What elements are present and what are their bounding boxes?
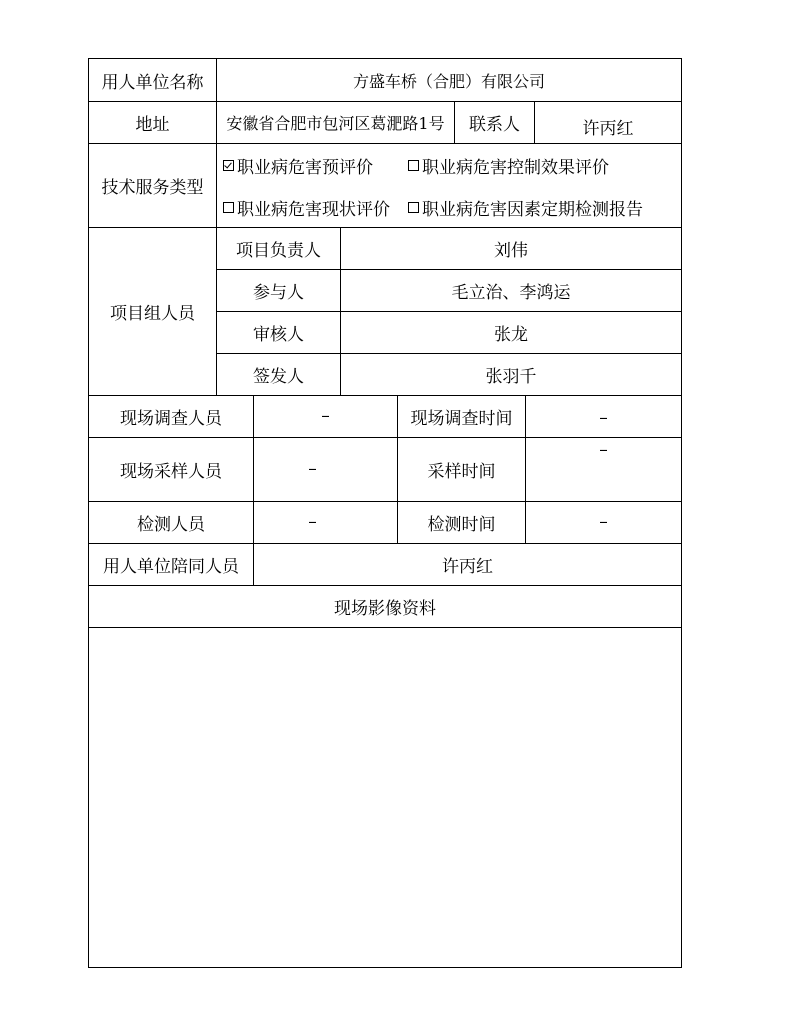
images-label: 现场影像资料 xyxy=(334,598,436,619)
option-status-evaluation[interactable] xyxy=(223,195,390,220)
info-form xyxy=(88,58,682,968)
escort-value: 许丙红 xyxy=(442,556,493,577)
team-label: 项目组人员 xyxy=(110,303,195,324)
testing-label: 检测人员 xyxy=(137,514,205,535)
team-role: 签发人 xyxy=(253,366,304,387)
image-area xyxy=(89,628,681,967)
team-role: 审核人 xyxy=(253,324,304,345)
sampling-time-value: – xyxy=(599,440,608,460)
service-label: 技术服务类型 xyxy=(101,177,204,198)
team-role: 参与人 xyxy=(253,282,304,303)
address-label: 地址 xyxy=(135,114,170,135)
survey-value: – xyxy=(321,406,330,426)
sampling-label: 现场采样人员 xyxy=(120,461,222,482)
option-pre-evaluation[interactable] xyxy=(223,153,373,178)
team-name: 刘伟 xyxy=(494,240,528,261)
escort-label: 用人单位陪同人员 xyxy=(103,556,239,577)
sampling-time-label: 采样时间 xyxy=(427,461,496,482)
team-role: 项目负责人 xyxy=(236,240,321,261)
checkbox-unchecked-icon xyxy=(408,160,419,171)
survey-label: 现场调查人员 xyxy=(120,408,222,429)
team-name: 毛立治、李鸿运 xyxy=(451,282,571,303)
option-label: 职业病危害控制效果评价 xyxy=(422,158,609,178)
option-label: 职业病危害因素定期检测报告 xyxy=(422,200,643,220)
address-value: 安徽省合肥市包河区葛淝路1号 xyxy=(226,113,445,133)
option-label: 职业病危害现状评价 xyxy=(237,200,390,220)
employer-label: 用人单位名称 xyxy=(101,72,204,93)
checkbox-unchecked-icon xyxy=(408,202,419,213)
option-label: 职业病危害预评价 xyxy=(237,158,373,178)
sampling-value: – xyxy=(308,459,317,479)
team-name: 张羽千 xyxy=(485,366,537,387)
contact-label: 联系人 xyxy=(469,114,520,135)
employer-value: 方盛车桥（合肥）有限公司 xyxy=(352,71,545,91)
checkbox-unchecked-icon xyxy=(223,202,234,213)
contact-value: 许丙红 xyxy=(582,118,634,139)
team-name: 张龙 xyxy=(494,324,528,345)
option-control-effect-evaluation[interactable] xyxy=(408,153,609,178)
testing-time-value: – xyxy=(599,512,608,532)
survey-time-label: 现场调查时间 xyxy=(410,408,513,429)
checkbox-checked-icon xyxy=(223,160,234,171)
testing-time-label: 检测时间 xyxy=(427,514,496,535)
testing-value: – xyxy=(308,512,317,532)
survey-time-value: – xyxy=(599,408,608,428)
option-periodic-testing-report[interactable] xyxy=(408,195,643,220)
